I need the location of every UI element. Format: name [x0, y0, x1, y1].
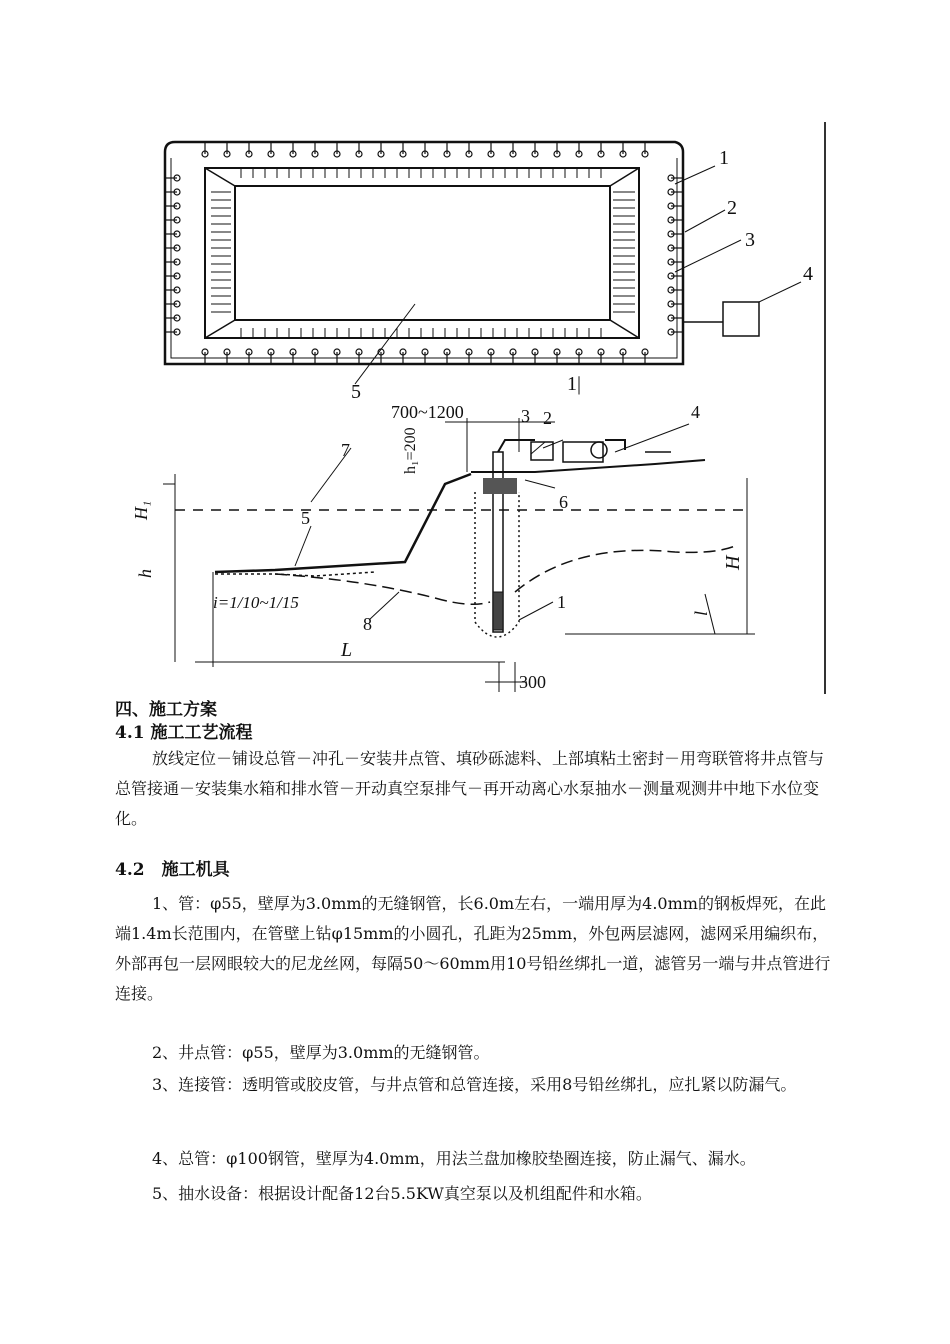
plan-label-4: 4 [803, 263, 813, 285]
equipment-item-2: 2、井点管：φ55，壁厚为3.0mm的无缝钢管。 [152, 1043, 490, 1062]
section-label-1: 1 [557, 592, 566, 612]
subsection-title-4-1: 4.1 施工工艺流程 [115, 723, 253, 743]
equipment-item-4: 4、总管：φ100钢管，壁厚为4.0mm，用法兰盘加橡胶垫圈连接，防止漏气、漏水。 [152, 1149, 756, 1168]
plan-label-1: 1 [719, 147, 729, 169]
section-label-2: 2 [543, 408, 552, 428]
dim-H1: H₁ [131, 500, 151, 520]
dim-spacing: 700~1200 [391, 402, 464, 422]
process-flow-paragraph: 放线定位－铺设总管－冲孔－安装井点管、填砂砾滤料、上部填粘土密封－用弯联管将井点管与总管接通－安装集水箱和排水管－开动真空泵排气－再开动离心水泵抽水－测量观测井中地下水位变化。 [115, 749, 825, 828]
equipment-item-3: 3、连接管：透明管或胶皮管，与井点管和总管连接，采用8号铅丝绑扎，应扎紧以防漏气。 [152, 1075, 797, 1094]
section-title: 四、施工方案 [115, 700, 217, 720]
slope-label: i=1/10~1/15 [213, 593, 299, 612]
dim-l: l [691, 610, 711, 616]
section-label-5: 5 [301, 508, 310, 528]
plan-caption: 1| [567, 373, 582, 395]
well-point-diagram [115, 122, 827, 694]
dim-L: L [341, 639, 353, 661]
section-label-3: 3 [521, 406, 530, 426]
plan-view [165, 142, 801, 384]
equipment-item-1: 1、管：φ55，壁厚为3.0mm的无缝钢管，长6.0m左右，一端用厚为4.0mm的钢板焊死，在此端1.4m长范围内，在管壁上钻φ15mm的小圆孔，孔距为25mm，外包两层滤网，滤网采用编织布，外部再包一层网眼较大的尼龙丝网，每隔50～60mm用10号铅丝绑扎一道，滤管另一端与井点管进行连接。 [115, 894, 831, 1003]
section-label-4: 4 [691, 402, 700, 422]
dim-300: 300 [519, 672, 546, 692]
equipment-item-5: 5、抽水设备：根据设计配备12台5.5KW真空泵以及机组配件和水箱。 [152, 1184, 652, 1203]
subsection-title-4-2: 4.2 施工机具 [115, 860, 230, 880]
plan-label-5: 5 [351, 381, 361, 403]
section-label-6: 6 [559, 492, 568, 512]
plan-label-2: 2 [727, 197, 737, 219]
dim-H: H [722, 555, 744, 570]
dim-h: h [135, 569, 155, 578]
plan-label-3: 3 [745, 229, 755, 251]
section-label-8: 8 [363, 614, 372, 634]
dim-h1: h₁=200 [402, 427, 419, 474]
section-view [163, 418, 755, 692]
section-label-7: 7 [341, 440, 350, 460]
